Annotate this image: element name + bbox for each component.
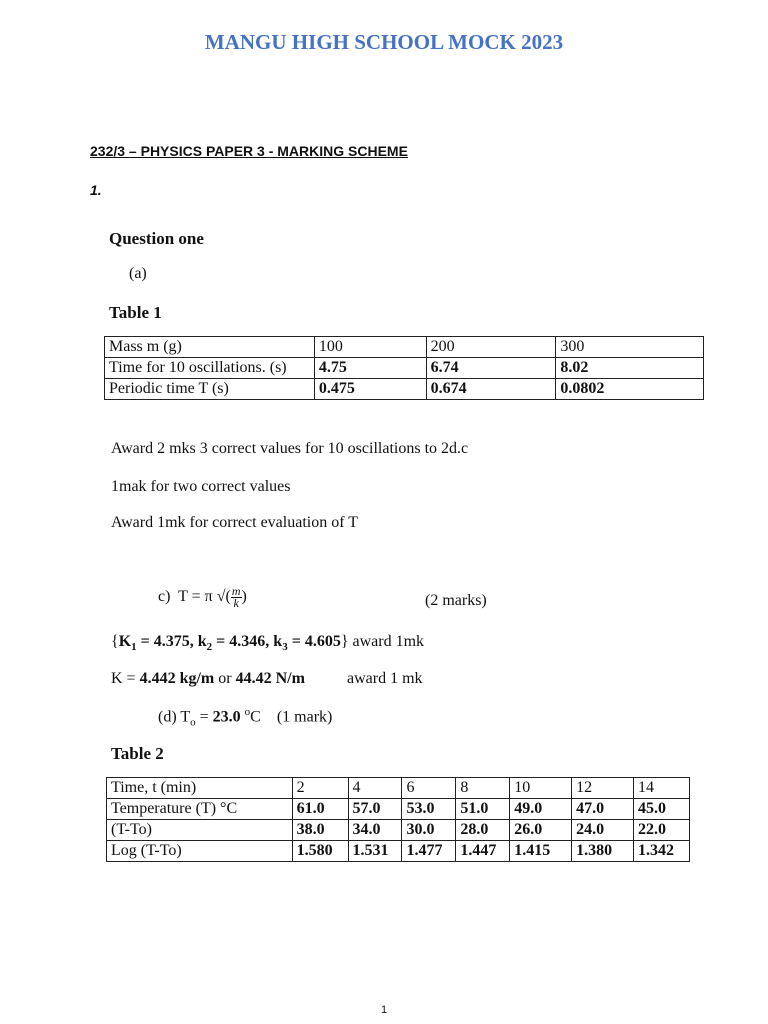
part-c-formula	[158, 586, 247, 609]
award-line-1: Award 2 mks 3 correct values for 10 oscillations to 2d.c	[111, 440, 469, 457]
table2-cell: 1.580	[292, 841, 348, 862]
table2-cell: 2	[292, 778, 348, 799]
page-header-title: MANGU HIGH SCHOOL MOCK 2023	[204, 30, 564, 54]
table2-cell: 24.0	[572, 820, 634, 841]
k2-value: = 4.346,	[212, 633, 274, 650]
part-d-line	[158, 706, 332, 729]
table1-cell: 0.475	[314, 379, 426, 400]
k1-value: = 4.375,	[136, 633, 198, 650]
question-number: 1.	[90, 182, 102, 198]
k-result-award: award 1 mk	[347, 670, 423, 687]
table1-cell: 200	[426, 337, 556, 358]
table2-cell: 57.0	[348, 799, 402, 820]
table2-row	[107, 820, 690, 841]
table2-row	[107, 841, 690, 862]
table1-cell: 4.75	[314, 358, 426, 379]
table1-row-label: Mass m (g)	[105, 337, 315, 358]
table2-cell: 1.380	[572, 841, 634, 862]
table2-row-label: Temperature (T) °C	[107, 799, 293, 820]
award-line-3: Award 1mk for correct evaluation of T	[111, 514, 359, 531]
k3-subscript: 3	[282, 641, 288, 654]
table1-cell: 100	[314, 337, 426, 358]
k1-subscript: 1	[131, 641, 137, 654]
page-number: 1	[380, 1004, 388, 1016]
table2-cell: 1.447	[456, 841, 510, 862]
k2-subscript: 2	[206, 641, 213, 654]
k-result-value1: 4.442 kg/m	[139, 670, 215, 687]
table2-row-label: Log (T-To)	[107, 841, 293, 862]
table2-row	[107, 799, 690, 820]
formula-lhs: T = π √(	[178, 588, 231, 606]
document-subtitle: 232/3 – PHYSICS PAPER 3 - MARKING SCHEME	[90, 143, 408, 159]
table2-cell: 28.0	[456, 820, 510, 841]
fraction-denominator: k	[233, 596, 239, 610]
table1-row-label: Periodic time T (s)	[105, 379, 315, 400]
k-award: award 1mk	[348, 633, 425, 650]
table2-row-label: (T-To)	[107, 820, 293, 841]
table2-cell: 53.0	[402, 799, 456, 820]
table1-cell: 0.674	[426, 379, 556, 400]
table2-cell: 22.0	[634, 820, 690, 841]
k-open-brace: {	[111, 633, 119, 650]
table2-cell: 47.0	[572, 799, 634, 820]
award-line-2: 1mak for two correct values	[111, 478, 291, 495]
table2	[106, 777, 690, 862]
part-d-eq: =	[195, 708, 213, 726]
table1-row-label: Time for 10 oscillations. (s)	[105, 358, 315, 379]
fraction-numerator: m	[231, 584, 241, 598]
k-close-brace: }	[340, 633, 349, 650]
table1-title: Table 1	[109, 303, 162, 322]
table2-cell: 4	[348, 778, 402, 799]
table2-cell: 51.0	[456, 799, 510, 820]
k3-label: k	[273, 633, 283, 650]
part-c-label: c)	[158, 588, 171, 606]
k-result-value2: 44.42 N/m	[235, 670, 305, 687]
table1-cell: 6.74	[426, 358, 556, 379]
part-d-value: 23.0	[212, 708, 241, 726]
part-d-marks: (1 mark)	[276, 708, 333, 726]
k1-label: K	[118, 633, 132, 650]
table1-cell: 300	[556, 337, 704, 358]
k3-value: = 4.605	[287, 633, 341, 650]
table2-cell: 61.0	[292, 799, 348, 820]
table1-row	[105, 337, 704, 358]
table1-cell: 8.02	[556, 358, 704, 379]
table2-row-label: Time, t (min)	[107, 778, 293, 799]
part-d-degree: o	[244, 706, 251, 718]
table2-cell: 1.415	[510, 841, 572, 862]
table2-cell: 49.0	[510, 799, 572, 820]
table2-cell: 26.0	[510, 820, 572, 841]
k-result-line	[111, 670, 305, 688]
table1-row	[105, 358, 704, 379]
table2-title: Table 2	[111, 744, 164, 763]
table2-cell: 1.477	[402, 841, 456, 862]
table2-cell: 34.0	[348, 820, 402, 841]
table2-cell: 1.342	[634, 841, 690, 862]
formula-fraction	[231, 586, 242, 609]
table2-cell: 12	[572, 778, 634, 799]
part-d-subscript: o	[190, 716, 196, 729]
table1-cell: 0.0802	[556, 379, 704, 400]
k-result-or: or	[214, 670, 236, 687]
question-heading: Question one	[109, 229, 204, 248]
part-a-label: (a)	[129, 265, 147, 282]
k-values-line	[111, 633, 424, 653]
table2-cell: 30.0	[402, 820, 456, 841]
table2-cell: 6	[402, 778, 456, 799]
table1	[104, 336, 704, 400]
table2-cell: 14	[634, 778, 690, 799]
table2-cell: 38.0	[292, 820, 348, 841]
k2-label: k	[197, 633, 207, 650]
part-c-marks: (2 marks)	[425, 592, 487, 609]
part-d-label: (d) T	[158, 708, 191, 726]
part-d-unit: C	[250, 708, 261, 726]
table2-cell: 45.0	[634, 799, 690, 820]
k-result-prefix: K =	[111, 670, 140, 687]
table2-row	[107, 778, 690, 799]
table2-cell: 1.531	[348, 841, 402, 862]
table2-cell: 10	[510, 778, 572, 799]
table2-cell: 8	[456, 778, 510, 799]
formula-close: )	[241, 588, 247, 606]
table1-row	[105, 379, 704, 400]
